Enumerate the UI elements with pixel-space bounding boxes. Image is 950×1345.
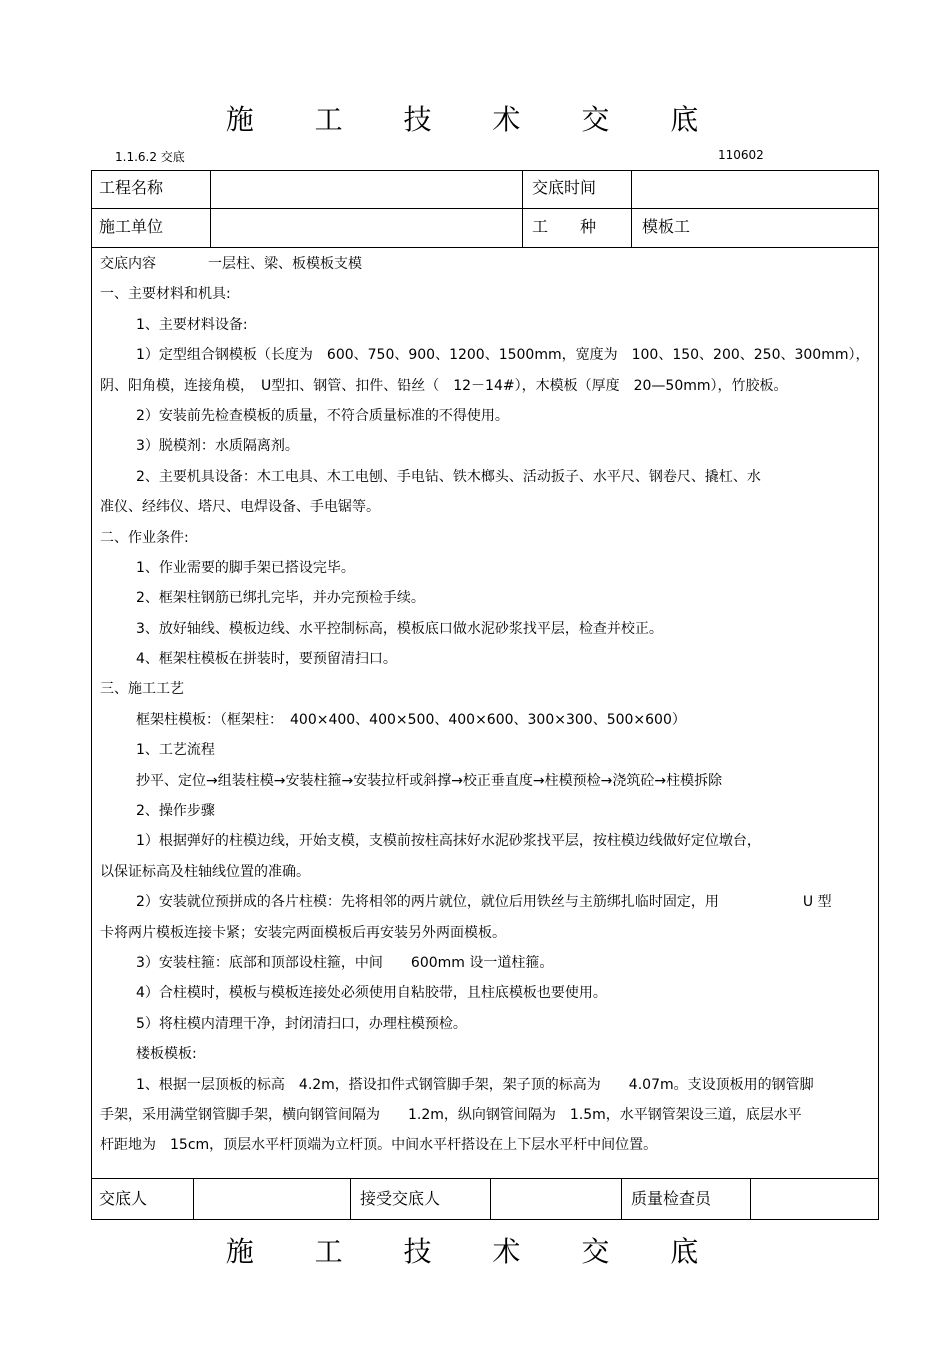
- body-line: 抄平、定位→组装柱模→安装柱箍→安装拉杆或斜撑→校正垂直度→柱模预检→浇筑砼→柱模拆除: [136, 772, 723, 789]
- col-divider: [750, 1178, 751, 1220]
- col-divider: [210, 171, 211, 247]
- body-line: 阴、阳角模，连接角模， U型扣、钢管、扣件、铅丝（ 12－14#），木模板（厚度 20—50mm），竹胶板。: [100, 377, 788, 394]
- body-line: 框架柱模板：（框架柱： 400×400、400×500、400×600、300×300、500×600）: [136, 711, 686, 728]
- body-line: 以保证标高及柱轴线位置的准确。: [100, 863, 310, 880]
- section-heading: 二、作业条件:: [100, 529, 189, 546]
- discloser-label: 交底人: [99, 1189, 148, 1208]
- body-line: 杆距地为 15cm，顶层水平杆顶端为立杆顶。中间水平杆搭设在上下层水平杆中间位置。: [100, 1137, 658, 1154]
- receiver-label: 接受交底人: [360, 1189, 441, 1208]
- row-divider: [92, 1178, 878, 1179]
- body-line: 卡将两片模板连接卡紧；安装完两面模板后再安装另外两面模板。: [100, 924, 506, 941]
- body-line: 2、框架柱钢筋已绑扎完毕，并办完预检手续。: [136, 590, 425, 607]
- content-topic: 一层柱、梁、板模板支模: [208, 256, 362, 272]
- inspector-label: 质量检查员: [631, 1189, 712, 1208]
- project-name-label: 工程名称: [99, 178, 164, 197]
- col-divider: [631, 171, 632, 247]
- doc-code: 1.1.6.2 交底: [115, 150, 185, 164]
- body-line: 3）安装柱箍：底部和顶部设柱箍，中间 600mm 设一道柱箍。: [136, 954, 554, 971]
- col-divider: [621, 1178, 622, 1220]
- body-line: 1、工艺流程: [136, 742, 215, 759]
- row-divider: [92, 247, 878, 248]
- col-divider: [522, 171, 523, 247]
- section-heading: 三、施工工艺: [100, 681, 184, 698]
- disclosure-content: [100, 249, 872, 1161]
- body-line: 5）将柱模内清理干净，封闭清扫口，办理柱模预检。: [136, 1015, 467, 1032]
- col-divider: [350, 1178, 351, 1220]
- page-title: 施 工 技 术 交 底: [225, 103, 725, 136]
- date-label: 交底时间: [532, 178, 597, 197]
- trade-value: 模板工: [642, 217, 691, 236]
- section-heading: 楼板模板:: [136, 1046, 197, 1063]
- content-label: 交底内容: [100, 256, 156, 272]
- body-line: 3）脱模剂：水质隔离剂。: [136, 438, 299, 455]
- unit-label: 施工单位: [99, 217, 164, 236]
- body-line: 3、放好轴线、模板边线、水平控制标高，模板底口做水泥砂浆找平层，检查并校正。: [136, 620, 663, 637]
- body-line: 1）定型组合钢模板（长度为 600、750、900、1200、1500mm，宽度为 100、150、200、250、300mm），: [136, 347, 870, 364]
- body-line: 4、框架柱模板在拼装时，要预留清扫口。: [136, 651, 397, 668]
- disclosure-form: [91, 170, 879, 1220]
- body-line: 2、主要机具设备：木工电具、木工电刨、手电钻、铁木榔头、活动扳子、水平尺、钢卷尺、撬杠、水: [136, 468, 761, 485]
- body-line: 2、操作步骤: [136, 803, 215, 820]
- body-line: 4）合柱模时，模板与模板连接处必须使用自粘胶带，且柱底模板也要使用。: [136, 985, 607, 1002]
- col-divider: [490, 1178, 491, 1220]
- trade-label: 工 种: [532, 217, 597, 236]
- doc-number: 110602: [718, 148, 764, 162]
- col-divider: [193, 1178, 194, 1220]
- body-line: 1、根据一层顶板的标高 4.2m，搭设扣件式钢管脚手架，架子顶的标高为 4.07m。支设顶板用的钢管脚: [136, 1076, 814, 1093]
- body-line: 1、主要材料设备:: [136, 316, 248, 333]
- body-line: 2）安装前先检查模板的质量，不符合质量标准的不得使用。: [136, 407, 509, 424]
- body-line: 1）根据弹好的柱模边线，开始支模，支模前按柱高抹好水泥砂浆找平层，按柱模边线做好定位墩台，: [136, 833, 761, 850]
- body-line: 手架，采用满堂钢管脚手架，横向钢管间隔为 1.2m，纵向钢管间隔为 1.5m，水平钢管架设三道，底层水平: [100, 1106, 802, 1123]
- body-line: 准仪、经纬仪、塔尺、电焊设备、手电锯等。: [100, 499, 380, 516]
- body-line: 2）安装就位预拼成的各片柱模：先将相邻的两片就位，就位后用铁丝与主筋绑扎临时固定，用 U 型: [136, 894, 832, 911]
- section-heading: 一、主要材料和机具:: [100, 286, 231, 303]
- page-title-next: 施 工 技 术 交 底: [225, 1235, 725, 1268]
- body-line: 1、作业需要的脚手架已搭设完毕。: [136, 559, 355, 576]
